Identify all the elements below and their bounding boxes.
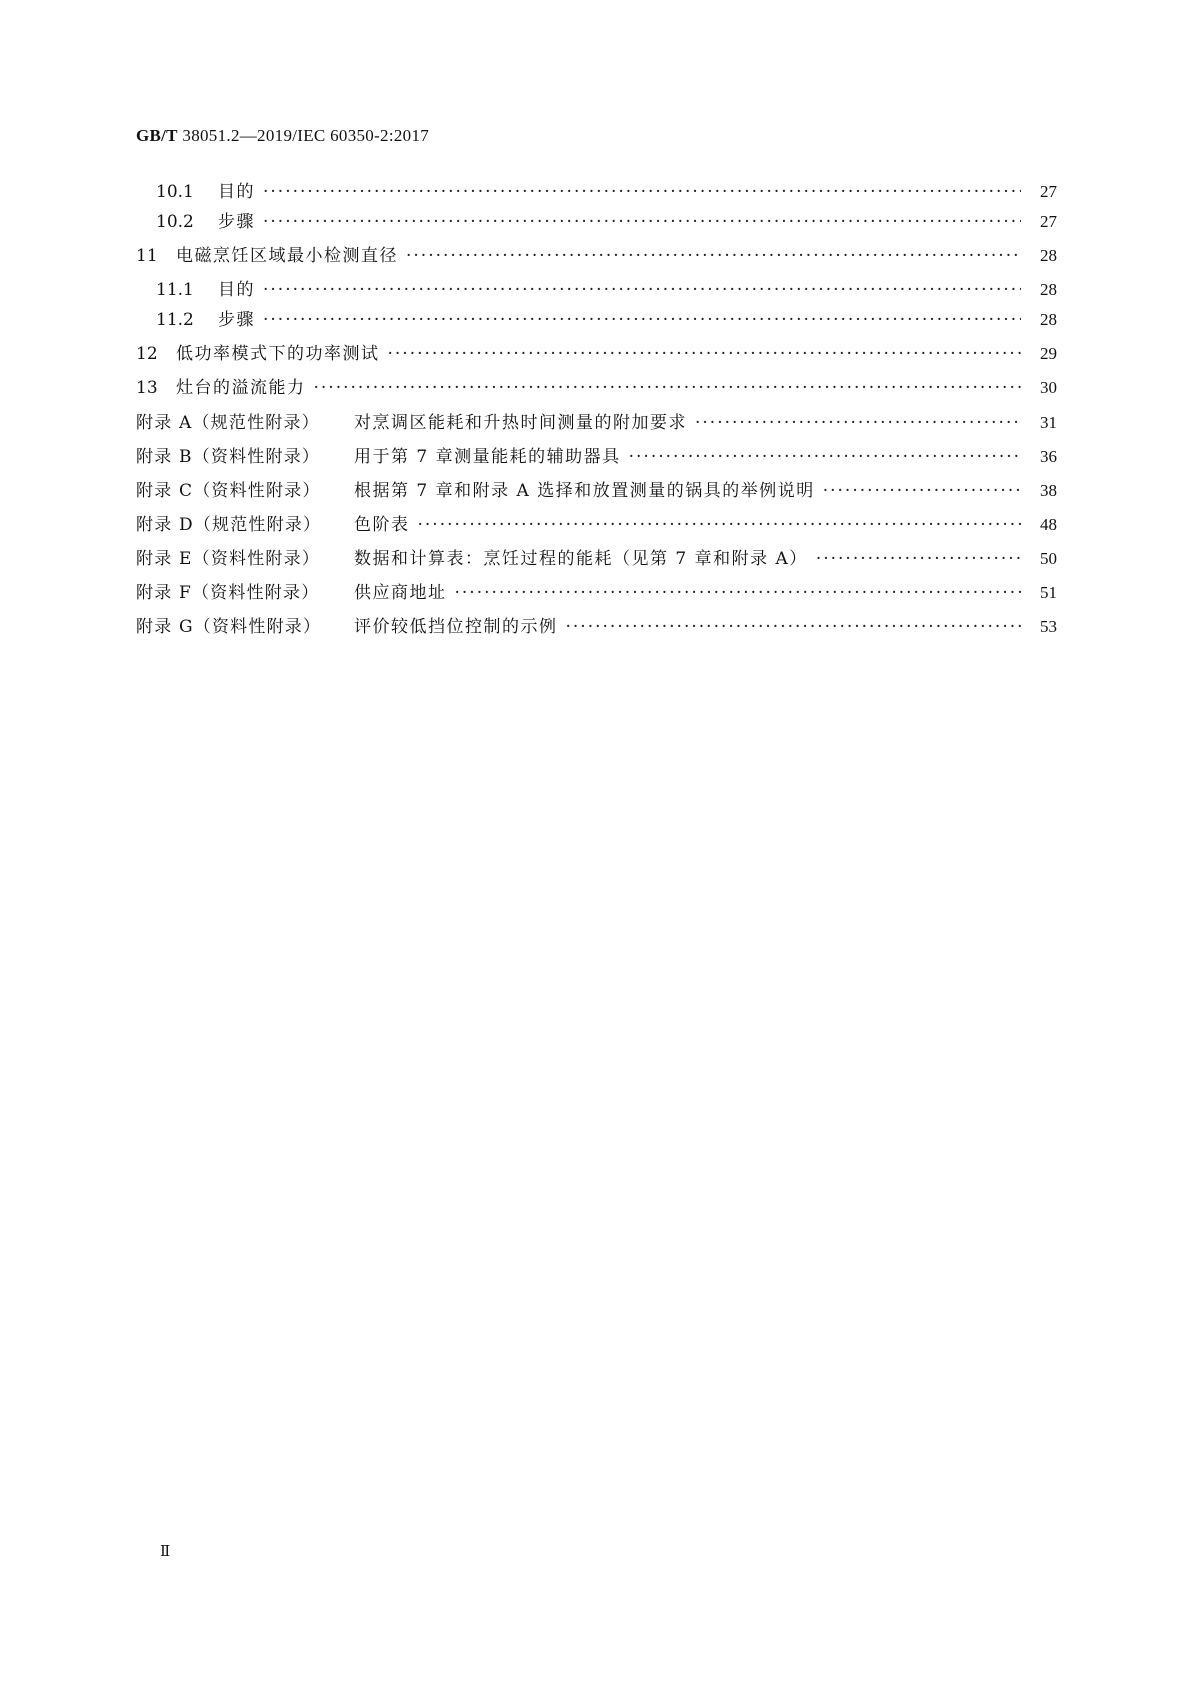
toc-entry-page: 28: [1040, 310, 1057, 329]
toc-entry-title: 目的: [218, 182, 255, 202]
standard-number: 38051.2—2019/IEC 60350-2:2017: [182, 126, 430, 145]
dot-leader: [263, 306, 1021, 334]
appendix-label: 附录 B（资料性附录）: [136, 447, 321, 467]
page-number: Ⅱ: [160, 1544, 171, 1560]
toc-entry-number: 10.2: [156, 212, 194, 232]
toc-entry-10-1[interactable]: [156, 178, 1057, 206]
appendix-page: 48: [1040, 515, 1057, 534]
appendix-title: 对烹调区能耗和升热时间测量的附加要求: [354, 413, 687, 433]
toc-entry-title: 电磁烹饪区域最小检测直径: [176, 246, 398, 266]
toc-entry-title: 步骤: [218, 310, 255, 330]
toc-entry-appendix-b[interactable]: [136, 443, 1057, 471]
appendix-title: 用于第 7 章测量能耗的辅助器具: [354, 447, 621, 467]
dot-leader: [695, 409, 1021, 437]
dot-leader: [263, 178, 1021, 206]
running-header: [136, 126, 429, 146]
toc-entry-appendix-d[interactable]: [136, 511, 1057, 539]
toc-entry-title: 灶台的溢流能力: [176, 378, 306, 398]
appendix-page: 50: [1040, 549, 1057, 568]
appendix-page: 31: [1040, 413, 1057, 432]
appendix-page: 53: [1040, 617, 1057, 636]
toc-entry-page: 28: [1040, 280, 1057, 299]
appendix-page: 38: [1040, 481, 1057, 500]
toc-entry-appendix-e[interactable]: [136, 545, 1057, 573]
appendix-label: 附录 C（资料性附录）: [136, 481, 321, 501]
toc-entry-page: 27: [1040, 212, 1057, 231]
toc-entry-appendix-a[interactable]: [136, 409, 1057, 437]
toc-entry-title: 低功率模式下的功率测试: [176, 344, 380, 364]
toc-entry-number: 11.2: [156, 310, 194, 330]
toc-entry-appendix-f[interactable]: [136, 579, 1057, 607]
toc-entry-appendix-g[interactable]: [136, 613, 1057, 641]
toc-entry-page: 27: [1040, 182, 1057, 201]
standard-code: GB/T: [136, 126, 178, 145]
dot-leader: [388, 340, 1022, 368]
appendix-title: 数据和计算表：烹饪过程的能耗（见第 7 章和附录 A）: [354, 549, 808, 569]
dot-leader: [263, 276, 1021, 304]
dot-leader: [406, 242, 1021, 270]
appendix-title: 根据第 7 章和附录 A 选择和放置测量的锅具的举例说明: [354, 481, 815, 501]
toc-entry-11-2[interactable]: [156, 306, 1057, 334]
dot-leader: [566, 613, 1022, 641]
appendix-label: 附录 G（资料性附录）: [136, 617, 322, 637]
appendix-label: 附录 D（规范性附录）: [136, 515, 322, 535]
toc-entry-page: 28: [1040, 246, 1057, 265]
toc-entry-appendix-c[interactable]: [136, 477, 1057, 505]
toc-entry-title: 步骤: [218, 212, 255, 232]
dot-leader: [823, 477, 1021, 505]
toc-entry-title: 目的: [218, 280, 255, 300]
dot-leader: [455, 579, 1022, 607]
toc-entry-11[interactable]: [136, 242, 1057, 270]
toc-entry-number: 12: [136, 344, 158, 364]
toc-entry-10-2[interactable]: [156, 208, 1057, 236]
toc-entry-13[interactable]: [136, 374, 1057, 402]
dot-leader: [816, 545, 1021, 573]
appendix-title: 评价较低挡位控制的示例: [354, 617, 558, 637]
toc-entry-page: 29: [1040, 344, 1057, 363]
toc-entry-number: 11: [136, 246, 158, 266]
dot-leader: [418, 511, 1022, 539]
toc-entry-11-1[interactable]: [156, 276, 1057, 304]
appendix-title: 色阶表: [354, 515, 410, 535]
appendix-title: 供应商地址: [354, 583, 447, 603]
toc-entry-page: 30: [1040, 378, 1057, 397]
dot-leader: [629, 443, 1021, 471]
dot-leader: [263, 208, 1021, 236]
toc-entry-number: 11.1: [156, 280, 194, 300]
dot-leader: [314, 374, 1022, 402]
appendix-label: 附录 A（规范性附录）: [136, 413, 320, 433]
appendix-page: 36: [1040, 447, 1057, 466]
toc-entry-number: 10.1: [156, 182, 194, 202]
toc-entry-12[interactable]: [136, 340, 1057, 368]
appendix-label: 附录 E（资料性附录）: [136, 549, 321, 569]
appendix-page: 51: [1040, 583, 1057, 602]
toc-entry-number: 13: [136, 378, 158, 398]
appendix-label: 附录 F（资料性附录）: [136, 583, 320, 603]
